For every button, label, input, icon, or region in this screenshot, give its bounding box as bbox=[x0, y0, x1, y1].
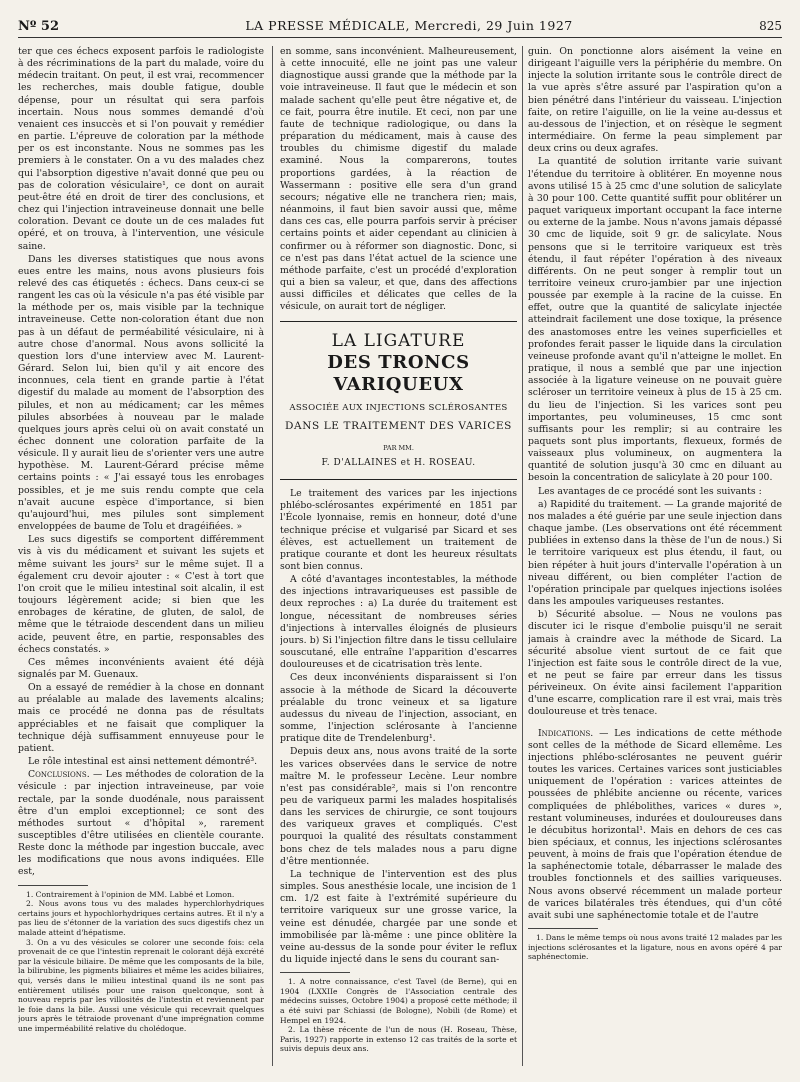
article-title-line1: LA LIGATURE bbox=[331, 331, 466, 352]
indications-label: Indications. bbox=[538, 727, 594, 739]
paragraph: Ces mêmes inconvénients avaient été déjà signalés par M. Guenaux. bbox=[18, 656, 264, 680]
paragraph: La technique de l'intervention est des plus simples. Sous anesthésie locale, une incision de 1 cm. 1/2 est faite à l'extrémité supérieure du territoire variqueux sur une grosse varice, la veine est dénudée, chargée par une sonde et immobilisée par là-même : une pince oblitère la veine au-dessus de la sonde pour éviter le reflux du liquide injecté dans le sens du courant san- bbox=[280, 868, 517, 965]
article-authors: F. D'ALLAINES et H. ROSEAU. bbox=[321, 457, 476, 468]
article-title-line2: DES TRONCS VARIQUEUX bbox=[327, 352, 470, 396]
paragraph: guin. On ponctionne alors aisément la veine en dirigeant l'aiguille vers la périphérie du membre. On injecte la solution irritante sous le contrôle direct de la vue après s'être assuré par l'aspiration qu'on a bien pénétré dans l'intérieur du vaisseau. L'injection faite, on retire l'aiguille, on lie la veine au-dessus et au-dessous de l'injection, et on résèque le segment intermédiaire. On ferme la peau simplement par deux crins ou deux agrafes. bbox=[528, 46, 782, 155]
paragraph: b) Sécurité absolue. — Nous ne voulons pas discuter ici le risque d'embolie puisqu'il ne serait jamais à craindre avec la méthode de Sicard. La sécurité absolue vient surtout de ce fait que l'injection est faite sous le contrôle direct de la vue, et ne peut se faire par erreur dans les tissus périveineux. On évite ainsi facilement l'apparition d'une escarre, complication rare il est vrai, mais très douloureuse et très tenace. bbox=[528, 609, 782, 718]
footnote-rule bbox=[18, 885, 88, 886]
footnote: 2. La thèse récente de l'un de nous (H. Roseau, Thèse, Paris, 1927) rapporte in extenso 12 cas traités de la sorte et suivis depuis deux ans. bbox=[280, 1025, 517, 1054]
paragraph: Dans les diverses statistiques que nous avons eues entre les mains, nous avons plusieurs fois relevé des cas étiquetés : échecs. Dans ceux-ci se rangent les cas où la vésicule n'a pas été visible par la méthode per os, mais visible par la technique intraveineuse. Cette non-coloration étant due non pas à un défaut de perméabilité vésiculaire, ni à autre chose d'anormal. Nous avons sollicité la question lors d'une interview avec M. Laurent-Gérard. Selon lui, bien qu'il y ait encore des inconnues, cela tient en grande partie à l'état digestif du malade au moment de l'absorption des pilules, et non au médicament; car les mêmes pilules absorbées à nouveau par le malade quelques jours après celui où on avait constaté un échec donnent une coloration parfaite de la vésicule. Il y aurait lieu de s'orienter vers une autre hypothèse. M. Laurent-Gérard précise même certains points : « J'ai essayé tous les enrobages possibles, et je me suis rendu compte que cela n'avait aucune espèce d'importance, si bien qu'aujourd'hui, mes pilules sont simplement enveloppées de baume de Tolu et dragéifiées. » bbox=[18, 253, 264, 533]
paragraph: Le traitement des varices par les injections phlébo-sclérosantes expérimenté en 1851 par l'École lyonnaise, remis en honneur, doté d'une technique précise et vulgarisé par Sicard et ses élèves, est actuellement un traitement de pratique courante et dont les heureux résultats sont bien connus. bbox=[280, 488, 517, 572]
article-subtitle-line1: ASSOCIÉE AUX INJECTIONS SCLÉROSANTES bbox=[289, 403, 508, 414]
issue-number: Nº 52 bbox=[18, 19, 59, 34]
footnote-rule bbox=[280, 972, 350, 973]
paragraph: Les sucs digestifs se comportent différemment vis à vis du médicament et suivant les sujets et même suivant les jours² sur le même sujet. Il a également cru devoir ajouter : « C'est à tort que l'on croit que le milieu intestinal soit alcalin, il est toujours légèrement acide; si bien que les enrobages de kératine, de gluten, de salol, de même que le tétraiode descendent dans un milieu acide, peuvent être, en partie, responsables des échecs constatés. » bbox=[18, 534, 264, 655]
paragraph: a) Rapidité du traitement. — La grande majorité de nos malades a été guérie par une seule injection dans chaque jambe. (Les observations ont été récemment publiées in extenso dans la thèse de l'un de nous.) Si le territoire variqueux est plus étendu, il faut, ou bien répéter à huit jours d'intervalle l'opération à un niveau différent, ou bien compléter l'action de l'opération principale par quelques injections isolées dans les ampoules variqueuses restantes. bbox=[528, 498, 782, 608]
conclusions-text: — Les méthodes de coloration de la vésicule : par injection intraveineuse, par voie rectale, par la sonde duodénale, nous paraissent être d'un emploi exceptionnel; ce sont des méthodes surtout « d'hôpital », rarement susceptibles d'être utilisées en clientèle courante. Reste donc la méthode par ingestion buccale, avec les modifications que nous avons indiquées. Elle est, bbox=[18, 769, 264, 878]
conclusions-label: Conclusions. bbox=[28, 769, 90, 781]
column-divider bbox=[272, 46, 273, 1066]
column-divider bbox=[522, 46, 523, 1066]
spacer bbox=[528, 720, 782, 728]
conclusions-paragraph bbox=[18, 769, 264, 878]
article-subtitle-line2: DANS LE TRAITEMENT DES VARICES bbox=[285, 419, 512, 432]
paragraph: Depuis deux ans, nous avons traité de la sorte les varices observées dans le service de notre maître M. le professeur Lecène. Leur nombre n'est pas considérable², mais si l'on rencontre peu de variqueux parmi les malades hospitalisés dans les services de chirurgie, ce sont toujours des variqueux graves et compliqués. C'est pourquoi la qualité des résultats constamment bons chez de tels malades nous a paru digne d'être mentionnée. bbox=[280, 746, 517, 867]
column-right bbox=[528, 46, 782, 1066]
paragraph: Les avantages de ce procédé sont les suivants : bbox=[538, 485, 762, 497]
paragraph: en somme, sans inconvénient. Malheureusement, à cette innocuité, elle ne joint pas une valeur diagnostique aussi grande que la méthode par la voie intraveineuse. Il faut que le médecin et son malade sachent qu'elle peut être négative et, de ce fait, pourra être inutile. Et ceci, non par une faute de technique radiologique, ou dans la préparation du médicament, mais à cause des troubles du chimisme digestif du malade examiné. Nous la comparerons, toutes proportions gardées, à la réaction de Wassermann : positive elle sera d'un grand secours; négative elle ne tranchera rien; mais, néanmoins, il faut bien savoir aussi que, même dans ces cas, elle pourra parfois servir à préciser certains points et aider cependant au clinicien à confirmer ou à réformer son diagnostic. Donc, si ce n'est pas dans l'état actuel de la science une méthode parfaite, c'est un procédé d'exploration qui a bien sa valeur, et que, dans des affections aussi difficiles et délicates que celles de la vésicule, on aurait tort de négliger. bbox=[280, 46, 517, 313]
footnote-rule bbox=[528, 928, 598, 929]
paragraph: A côté d'avantages incontestables, la méthode des injections intravariqueuses est passible de deux reproches : a) La durée du traitement est longue, nécessitant de nombreuses séries d'injections à intervalles éloignés de plusieurs jours. b) Si l'injection filtre dans le tissu cellulaire souscutané, elle entraîne l'apparition d'escarres douloureuses et de cicatrisation très lente. bbox=[280, 574, 517, 671]
page-number: 825 bbox=[759, 19, 782, 33]
indications-text: — Les indications de cette méthode sont celles de la méthode de Sicard ellemême. Les injections phlébo-sclérosantes ne peuvent guérir toutes les varices. Certaines varices sont justiciables uniquement de l'opération : varices atteintes de poussées de phlébite ancienne ou récente, varices compliquées de phlébolithes, varices « dures », restant volumineuses, indurées et douloureuses dans le décubitus horizontal¹. Mais en dehors de ces cas bien spéciaux, et connus, les injections sclérosantes peuvent, à moins de frais que l'opération étendue de la saphénectomie totale, débarrasser le malade des troubles fonctionnels et des saillies variqueuses. Nous avons observé récemment un malade porteur de varices bilatérales très étendues, qui d'un côté avait subi une saphénectomie totale et de l'autre bbox=[528, 727, 782, 921]
article-heading bbox=[280, 321, 517, 480]
column-left bbox=[18, 46, 264, 1066]
paragraph: La quantité de solution irritante varie suivant l'étendue du territoire à oblitérer. En moyenne nous avons utilisé 15 à 25 cmc d'une solution de salicylate à 30 pour 100. Cette quantité suffit pour oblitérer un paquet variqueux important occupant la face interne ou externe de la jambe. Nous n'avons jamais dépassé 30 cmc de liquide, soit 9 gr. de salicylate. Nous pensons que si le territoire variqueux est très étendu, il faut répéter l'opération à des niveaux différents. On ne peut songer à remplir tout un territoire veineux cruro-jambier par une injection poussée par exemple à la racine de la cuisse. En effet, outre que la quantité de salicylate injectée atteindrait facilement une dose toxique, la présence des anastomoses entre les veines superficielles et profondes ferait passer le liquide dans la circulation veineuse profonde avant qu'il n'atteigne le mollet. En pratique, il nous a semblé que par une injection associée à la ligature veineuse on ne pouvait guère scléroser un territoire veineux à plus de 15 à 25 cm. du lieu de l'injection. Si les varices sont peu importantes, peu volumineuses, 15 cmc sont suffisants pour les remplir; si au contraire les paquets sont plus importants, flexueux, formés de vaisseaux plus volumineux, on augmentera la quantité de solution jusqu'à 30 cmc en diluant au besoin la concentration de salicylate à 20 pour 100. bbox=[528, 156, 782, 484]
paragraph: ter que ces échecs exposent parfois le radiologiste à des récriminations de la part du malade, voire du médecin traitant. On peut, il est vrai, recommencer les recherches, mais double fatigue, double dépense, pour un résultat qui sera parfois incertain. Nous nous sommes demandé d'où venaient ces insuccès et si l'on pouvait y remédier en partie. L'épreuve de coloration par la méthode per os est inconstante. Nous ne sommes pas les premiers à le constater. On a vu des malades chez qui l'absorption digestive n'avait donné que peu ou pas de coloration vésiculaire¹, ce dont on aurait peut-être été en droit de tirer des conclusions, et chez qui l'injection intraveineuse donnait une belle coloration. Devant ce doute un de ces malades fut opéré, et on trouva, à l'intervention, une vésicule saine. bbox=[18, 46, 264, 252]
column-middle bbox=[280, 46, 517, 1066]
page-header bbox=[18, 18, 782, 38]
byline-prefix: PAR MM. bbox=[383, 443, 414, 452]
footnote: 3. On a vu des vésicules se colorer une seconde fois: cela provenait de ce que l'intestin reprenait le colorant déjà excrété par la vésicule biliaire. De même que les composants de la bile, la bilirubine, les pigments biliaires et même les acides biliaires, qui, versés dans le milieu intestinal quand ils ne sont pas entièrement utilisés pour une raison quelconque, sont à nouveau repris par les villosités de l'intestin et reviennent par le foie dans la bile. Aussi une vésicule qui recevrait quelques jours après le tétraiode provenant d'une imprégnation comme une imperméabilité relative du cholédoque. bbox=[18, 937, 264, 1033]
footnote: 1. A notre connaissance, c'est Tavel (de Berne), qui en 1904 (LXXIIe Congrès de l'Association centrale des médecins suisses, Octobre 1904) a proposé cette méthode; il a été suivi par Schiassi (de Bologne), Nobili (de Rome) et Hempel en 1924. bbox=[280, 977, 517, 1025]
footnote: 2. Nous avons tous vu des malades hyperchlorhydriques certains jours et hypochlorhydriques certains autres. Et il n'y a pas lieu de s'étonner de la variation des sucs digestifs chez un malade atteint d'hépatisme. bbox=[18, 899, 264, 937]
footnote: 1. Contrairement à l'opinion de MM. Labbé et Lomon. bbox=[26, 889, 235, 899]
paragraph: Ces deux inconvénients disparaissent si l'on associe à la méthode de Sicard la découverte préalable du tronc veineux et sa ligature audessus du niveau de l'injection, associant, en somme, l'injection sclérosante à l'ancienne pratique dite de Trendelenburg¹. bbox=[280, 672, 517, 745]
running-title: LA PRESSE MÉDICALE, Mercredi, 29 Juin 1927 bbox=[245, 18, 573, 33]
paragraph: Le rôle intestinal est ainsi nettement démontré³. bbox=[28, 756, 258, 768]
paragraph: On a essayé de remédier à la chose en donnant au préalable au malade des lavements alcalins; mais ce procédé ne donna pas de résultats appréciables et ne faisait que compliquer la technique déjà suffisamment ennuyeuse pour le patient. bbox=[18, 682, 264, 754]
indications-paragraph bbox=[528, 728, 782, 923]
footnote: 1. Dans le même temps où nous avons traité 12 malades par les injections sclérosantes et la ligature, nous en avons opéré 4 par saphénectomie. bbox=[528, 933, 782, 962]
